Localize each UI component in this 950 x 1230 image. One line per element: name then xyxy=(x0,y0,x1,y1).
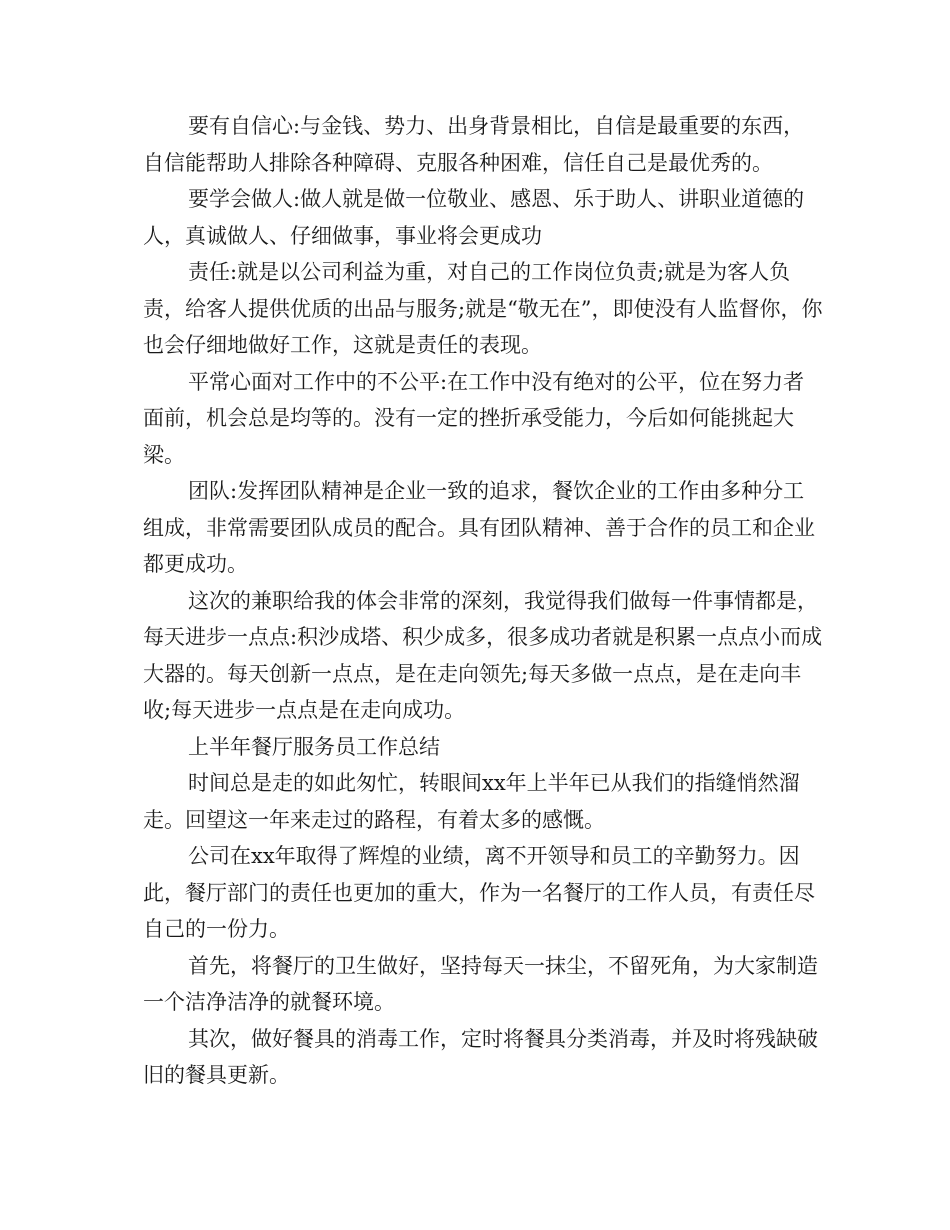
paragraph-company-achievement: 公司在xx年取得了辉煌的业绩，离不开领导和员工的辛勤努力。因此，餐厅部门的责任也更加的重大，作为一名餐厅的工作人员，有责任尽自己的一份力。 xyxy=(143,844,815,941)
document-body xyxy=(143,108,823,1094)
section-title: 上半年餐厅服务员工作总结 xyxy=(188,734,440,759)
paragraph-learn-to-be-a-person: 要学会做人:做人就是做一位敬业、感恩、乐于助人、讲职业道德的人，真诚做人、仔细做事，事业将会更成功 xyxy=(143,187,805,248)
paragraph-responsibility: 责任:就是以公司利益为重，对自己的工作岗位负责;就是为客人负责，给客人提供优质的出品与服务;就是“敬无在”，即使没有人监督你，你也会仔细地做好工作，这就是责任的表现。 xyxy=(143,260,823,357)
paragraph-experience: 这次的兼职给我的体会非常的深刻，我觉得我们做每一件事情都是，每天进步一点点:积沙成塔、积少成多，很多成功者就是积累一点点小而成大器的。每天创新一点点，是在走向领先;每天多做一点点，是在走向丰收;每天进步一点点是在走向成功。 xyxy=(143,588,823,722)
paragraph-team: 团队:发挥团队精神是企业一致的追求，餐饮企业的工作由多种分工组成，非常需要团队成员的配合。具有团队精神、善于合作的员工和企业都更成功。 xyxy=(143,479,815,576)
paragraph-time-passes: 时间总是走的如此匆忙，转眼间xx年上半年已从我们的指缝悄然溜走。回望这一年来走过的路程，有着太多的感慨。 xyxy=(143,771,800,832)
paragraph-self-confidence: 要有自信心:与金钱、势力、出身背景相比，自信是最重要的东西，自信能帮助人排除各种障碍、克服各种困难，信任自己是最优秀的。 xyxy=(143,114,805,175)
paragraph-calm-mind: 平常心面对工作中的不公平:在工作中没有绝对的公平，位在努力者面前，机会总是均等的。没有一定的挫折承受能力，今后如何能挑起大梁。 xyxy=(143,369,805,467)
paragraph-first-hygiene: 首先，将餐厅的卫生做好，坚持每天一抹尘，不留死角，为大家制造一个洁净洁净的就餐环境。 xyxy=(143,953,818,1014)
paragraph-second-disinfection: 其次，做好餐具的消毒工作，定时将餐具分类消毒，并及时将残缺破旧的餐具更新。 xyxy=(143,1026,818,1087)
